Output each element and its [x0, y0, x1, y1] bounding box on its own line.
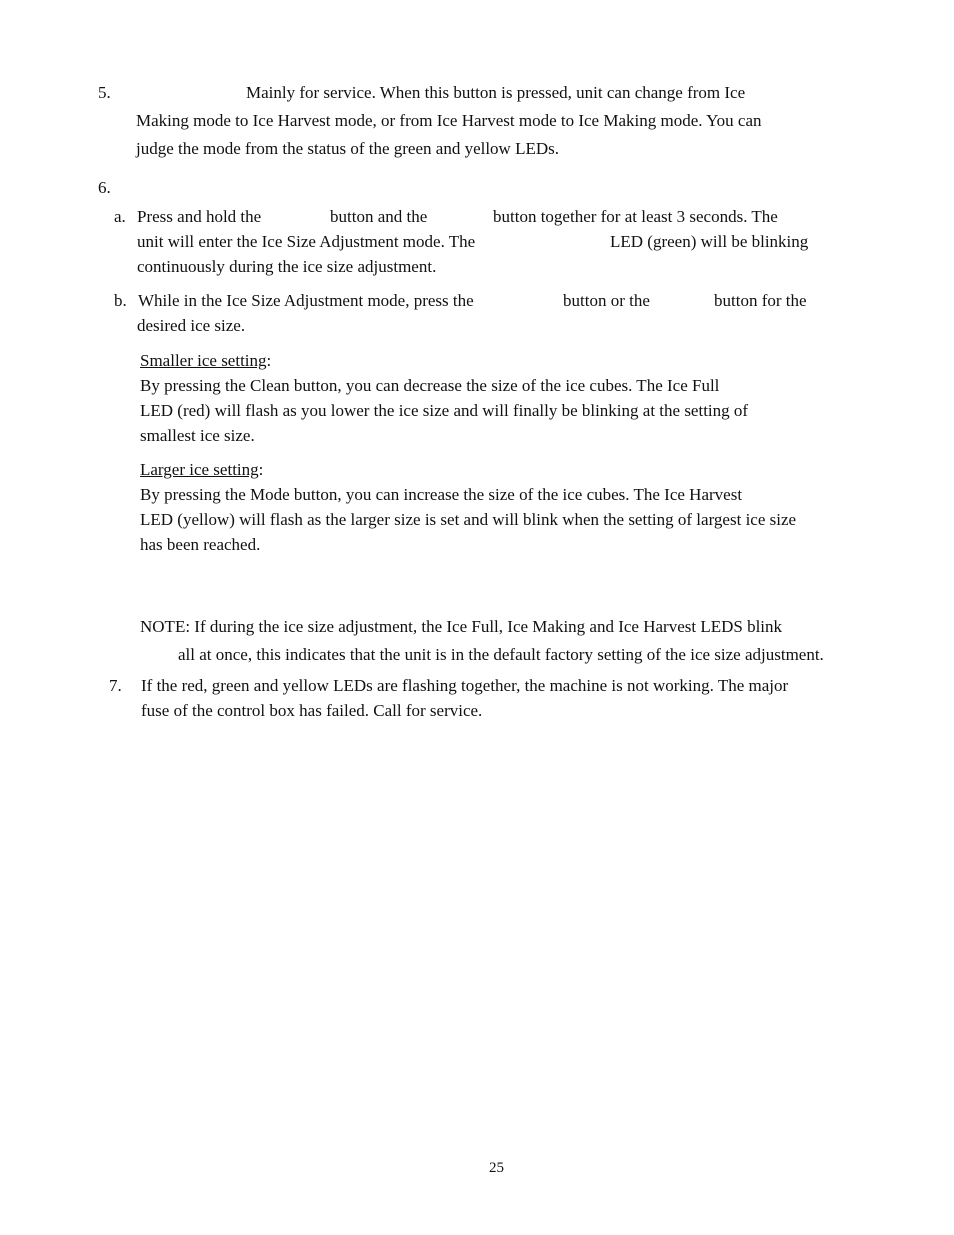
- item-7-number: 7.: [109, 676, 122, 695]
- larger-ice-setting-title: Larger ice setting: [140, 460, 259, 479]
- larger-ice-setting-line-3: has been reached.: [140, 535, 261, 554]
- item-7-line-1: If the red, green and yellow LEDs are flashing together, the machine is not working. The major: [141, 676, 789, 695]
- note-line-2: all at once, this indicates that the unit is in the default factory setting of the ice size adjustment.: [178, 645, 824, 664]
- item-6-number: 6.: [98, 178, 111, 197]
- larger-ice-setting-heading: [140, 461, 263, 478]
- smaller-ice-setting-line-3: smallest ice size.: [140, 426, 255, 445]
- item-5-number: 5.: [98, 83, 111, 102]
- item-6b-line-2: desired ice size.: [137, 316, 246, 335]
- note-line-1: NOTE: If during the ice size adjustment, the Ice Full, Ice Making and Ice Harvest LEDS blink: [140, 617, 783, 636]
- smaller-ice-setting-line-1: By pressing the Clean button, you can decrease the size of the ice cubes. The Ice Full: [140, 376, 720, 395]
- item-6b-line-1-part-2: button or the: [563, 291, 650, 310]
- item-6a-marker: a.: [114, 207, 126, 226]
- item-6a-line-2-part-1: unit will enter the Ice Size Adjustment mode. The: [137, 232, 476, 251]
- item-5-line-3: judge the mode from the status of the green and yellow LEDs.: [136, 139, 559, 158]
- smaller-ice-setting-title: Smaller ice setting: [140, 351, 267, 370]
- smaller-ice-setting-line-2: LED (red) will flash as you lower the ice size and will finally be blinking at the setting of: [140, 401, 749, 420]
- larger-ice-setting-line-2: LED (yellow) will flash as the larger size is set and will blink when the setting of largest ice size: [140, 510, 797, 529]
- page-number: 25: [489, 1160, 504, 1176]
- item-6a-line-1-part-2: button and the: [330, 207, 428, 226]
- item-6b-line-1-part-1: While in the Ice Size Adjustment mode, press the: [138, 291, 474, 310]
- item-6b-marker: b.: [114, 291, 127, 310]
- item-7-line-2: fuse of the control box has failed. Call for service.: [141, 701, 483, 720]
- item-5-line-2: Making mode to Ice Harvest mode, or from Ice Harvest mode to Ice Making mode. You can: [136, 111, 762, 130]
- item-6a-line-2-part-2: LED (green) will be blinking: [610, 232, 809, 251]
- larger-ice-setting-line-1: By pressing the Mode button, you can increase the size of the ice cubes. The Ice Harvest: [140, 485, 743, 504]
- smaller-ice-setting-colon: :: [266, 351, 272, 370]
- smaller-ice-setting-heading: [140, 352, 271, 369]
- item-6a-line-3: continuously during the ice size adjustment.: [137, 257, 437, 276]
- item-6b-line-1-part-3: button for the: [714, 291, 807, 310]
- item-5-line-1: Mainly for service. When this button is pressed, unit can change from Ice: [246, 83, 746, 102]
- item-6a-line-1-part-1: Press and hold the: [137, 207, 262, 226]
- larger-ice-setting-colon: :: [258, 460, 264, 479]
- item-6a-line-1-part-3: button together for at least 3 seconds. The: [493, 207, 778, 226]
